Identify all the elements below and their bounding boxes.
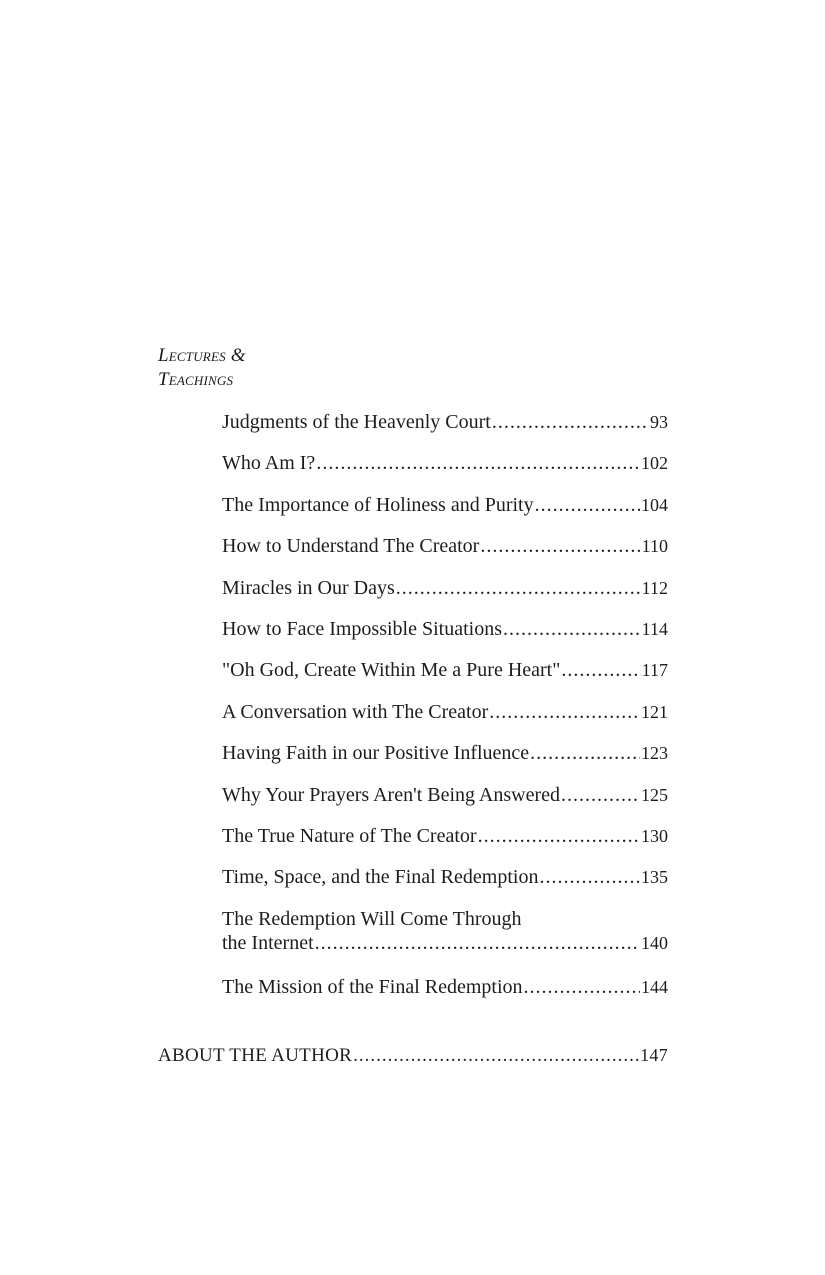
dot-leader [539, 864, 640, 890]
toc-entry[interactable] [222, 906, 668, 974]
toc-entry-page: 125 [641, 784, 668, 805]
toc-entry[interactable] [222, 616, 668, 657]
dot-leader [353, 1043, 639, 1069]
toc-entry-title: "Oh God, Create Within Me a Pure Heart" [222, 659, 561, 682]
toc-entry[interactable] [222, 974, 668, 1015]
section-heading [158, 344, 246, 392]
toc-entry-title: Time, Space, and the Final Redemption [222, 866, 539, 889]
toc-entry-page: 114 [641, 618, 668, 639]
toc-entry-second-line [222, 932, 668, 954]
dot-leader [530, 740, 640, 766]
toc-entry-title: Miracles in Our Days [222, 576, 395, 599]
toc-entry-page: 117 [641, 660, 668, 681]
dot-leader [480, 533, 640, 559]
toc-entry-page: 104 [641, 494, 668, 515]
dot-leader [492, 409, 649, 435]
toc-entry-title: Judgments of the Heavenly Court [222, 411, 491, 433]
toc-entry-title-line1: The Redemption Will Come Through [222, 907, 522, 930]
toc-entry-title: The True Nature of The Creator [222, 824, 477, 847]
toc-entry-title: How to Face Impossible Situations [222, 617, 502, 640]
section-heading-line2: Teachings [158, 369, 234, 390]
toc-entry[interactable] [222, 823, 668, 864]
toc-entry[interactable] [222, 575, 668, 616]
dot-leader [561, 657, 640, 683]
toc-entry[interactable] [222, 864, 668, 905]
toc-entry-page: 144 [641, 976, 668, 997]
toc-list [222, 409, 668, 1015]
toc-entry[interactable] [222, 409, 668, 450]
toc-entry-page: 140 [641, 932, 668, 953]
toc-entry[interactable] [222, 657, 668, 698]
toc-entry-page: 130 [641, 825, 668, 846]
toc-entry-page: 135 [641, 867, 668, 888]
toc-entry-title: Having Faith in our Positive Influence [222, 742, 530, 765]
toc-entry[interactable] [222, 492, 668, 533]
toc-entry-page: 102 [641, 453, 668, 474]
toc-entry[interactable] [222, 699, 668, 740]
about-author-page: 147 [640, 1045, 668, 1065]
toc-entry-about-author[interactable] [158, 1042, 668, 1069]
toc-entry-title: The Importance of Holiness and Purity [222, 493, 534, 516]
toc-entry[interactable] [222, 450, 668, 491]
toc-entry-title: A Conversation with The Creator [222, 700, 489, 723]
toc-entry[interactable] [222, 740, 668, 781]
dot-leader [489, 699, 640, 725]
toc-entry-page: 112 [641, 577, 668, 598]
dot-leader [478, 823, 640, 849]
toc-entry-title-line2: the Internet [222, 931, 314, 954]
dot-leader [524, 974, 640, 1000]
dot-leader [315, 932, 640, 954]
toc-entry-page: 110 [641, 536, 668, 557]
dot-leader [316, 450, 640, 476]
about-author-title: ABOUT THE AUTHOR [158, 1045, 353, 1066]
toc-entry[interactable] [222, 782, 668, 823]
toc-entry[interactable] [222, 533, 668, 574]
dot-leader [503, 616, 641, 642]
toc-entry-title: Why Your Prayers Aren't Being Answered [222, 783, 561, 806]
toc-entry-title: Who Am I? [222, 452, 316, 475]
dot-leader [535, 492, 640, 518]
dot-leader [396, 575, 641, 601]
toc-entry-title: The Mission of the Final Redemption [222, 975, 523, 998]
toc-entry-title: How to Understand The Creator [222, 535, 480, 558]
dot-leader [561, 782, 640, 808]
toc-entry-page: 93 [650, 412, 668, 432]
section-heading-line1: Lectures & [158, 345, 246, 366]
toc-entry-page: 123 [641, 743, 668, 764]
toc-entry-page: 121 [641, 701, 668, 722]
